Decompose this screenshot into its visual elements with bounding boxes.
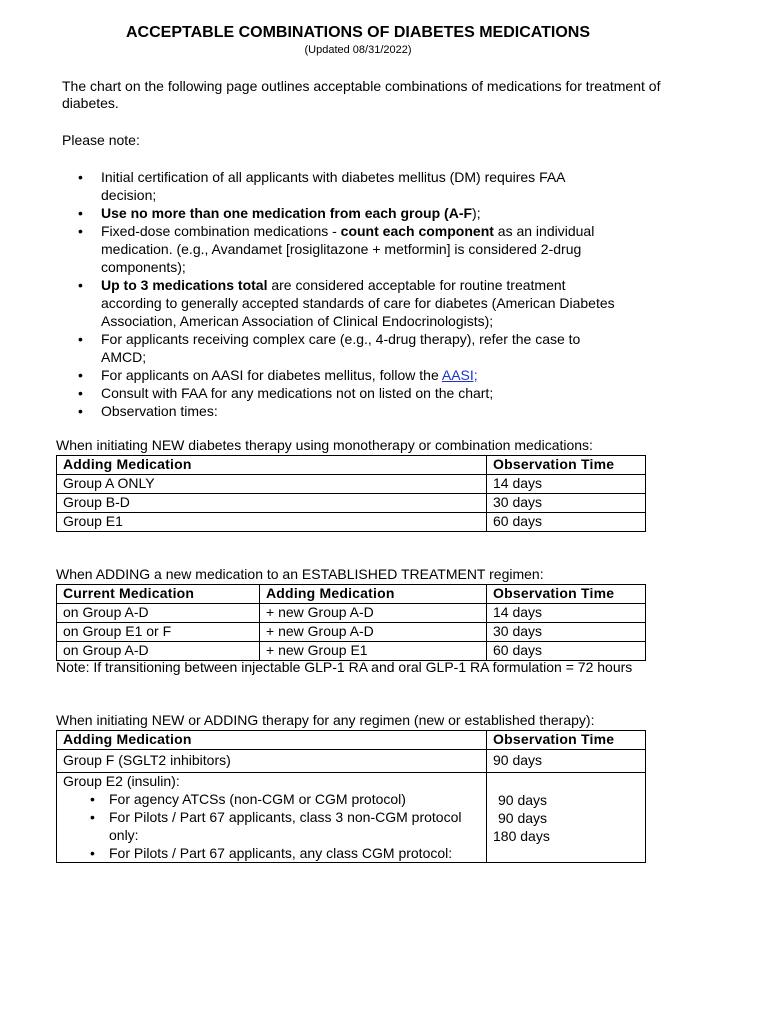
table-cell: Group B-D bbox=[57, 494, 487, 513]
updated-date: (Updated 08/31/2022) bbox=[304, 44, 412, 56]
table-cell bbox=[487, 773, 646, 863]
table-header-row bbox=[57, 456, 646, 475]
page-title: ACCEPTABLE COMBINATIONS OF DIABETES MEDICATIONS bbox=[126, 24, 590, 41]
new-therapy-table bbox=[56, 455, 646, 532]
insulin-group-title: Group E2 (insulin): bbox=[63, 773, 180, 789]
table-row bbox=[57, 623, 646, 642]
note-bullet-list bbox=[62, 168, 622, 420]
table-cell: + new Group A-D bbox=[260, 623, 487, 642]
table-cell: 14 days bbox=[487, 604, 646, 623]
glp1-transition-note: Note: If transitioning between injectable GLP-1 RA and oral GLP-1 RA formulation = 72 hours bbox=[56, 659, 633, 675]
table-row bbox=[57, 475, 646, 494]
table-cell: on Group A-D bbox=[57, 642, 260, 661]
table-cell: + new Group A-D bbox=[260, 604, 487, 623]
table-header-row bbox=[57, 731, 646, 750]
table-cell: Group F (SGLT2 inhibitors) bbox=[57, 750, 487, 773]
column-header: Adding Medication bbox=[57, 456, 487, 475]
table-row bbox=[57, 494, 646, 513]
table-row bbox=[57, 773, 646, 863]
observation-time: 90 days bbox=[498, 810, 548, 826]
table-cell: + new Group E1 bbox=[260, 642, 487, 661]
column-header: Observation Time bbox=[487, 585, 646, 604]
table-cell: 30 days bbox=[487, 623, 646, 642]
observation-time: 180 days bbox=[493, 828, 550, 844]
insulin-sub-list bbox=[63, 790, 480, 862]
column-header: Observation Time bbox=[487, 456, 646, 475]
list-item: • For applicants receiving complex care (e.g., 4-drug therapy), refer the case to AMCD; bbox=[62, 330, 622, 366]
table-cell: 60 days bbox=[487, 513, 646, 532]
list-item: • Initial certification of all applicants with diabetes mellitus (DM) requires FAA decision; bbox=[62, 168, 622, 204]
table-cell: on Group E1 or F bbox=[57, 623, 260, 642]
list-item: • For agency ATCSs (non-CGM or CGM protocol) bbox=[63, 790, 480, 808]
column-header: Adding Medication bbox=[57, 731, 487, 750]
column-header: Observation Time bbox=[487, 731, 646, 750]
table-cell: 60 days bbox=[487, 642, 646, 661]
table1-caption: When initiating NEW diabetes therapy using monotherapy or combination medications: bbox=[56, 437, 593, 453]
observation-time: 90 days bbox=[498, 792, 548, 808]
list-item: • Fixed-dose combination medications - count each component as an individual medication. (e.g., Avandamet [rosiglitazone + metformin] is considered 2-drug components); bbox=[62, 222, 622, 276]
any-regimen-table bbox=[56, 730, 646, 863]
table2-caption: When ADDING a new medication to an ESTABLISHED TREATMENT regimen: bbox=[56, 566, 544, 582]
list-item: • Up to 3 medications total are considered acceptable for routine treatment according to generally accepted standards of care for diabetes (American Diabetes Association, American Association of Clinical Endocrinologists); bbox=[62, 276, 622, 330]
list-item: • For applicants on AASI for diabetes mellitus, follow the AASI; bbox=[62, 366, 622, 384]
table-cell: 30 days bbox=[487, 494, 646, 513]
table-cell: 14 days bbox=[487, 475, 646, 494]
table-cell: 90 days bbox=[487, 750, 646, 773]
established-treatment-table bbox=[56, 584, 646, 661]
column-header: Current Medication bbox=[57, 585, 260, 604]
list-item: • For Pilots / Part 67 applicants, class 3 non-CGM protocol only: bbox=[63, 808, 480, 844]
aasi-link[interactable]: AASI; bbox=[441, 367, 478, 383]
table-cell: Group A ONLY bbox=[57, 475, 487, 494]
list-item: • For Pilots / Part 67 applicants, any class CGM protocol: bbox=[63, 844, 480, 862]
table-cell bbox=[57, 773, 487, 863]
table-row bbox=[57, 513, 646, 532]
table-row bbox=[57, 604, 646, 623]
table-row bbox=[57, 750, 646, 773]
list-item: • Observation times: bbox=[62, 402, 622, 420]
please-note-label: Please note: bbox=[62, 132, 140, 148]
table-cell: Group E1 bbox=[57, 513, 487, 532]
table-cell: on Group A-D bbox=[57, 604, 260, 623]
table-header-row bbox=[57, 585, 646, 604]
column-header: Adding Medication bbox=[260, 585, 487, 604]
table-row bbox=[57, 642, 646, 661]
intro-paragraph: The chart on the following page outlines acceptable combinations of medications for treatment of diabetes. bbox=[62, 78, 661, 111]
list-item: • Use no more than one medication from each group (A-F); bbox=[62, 204, 622, 222]
list-item: • Consult with FAA for any medications not on listed on the chart; bbox=[62, 384, 622, 402]
table3-caption: When initiating NEW or ADDING therapy for any regimen (new or established therapy): bbox=[56, 712, 595, 728]
